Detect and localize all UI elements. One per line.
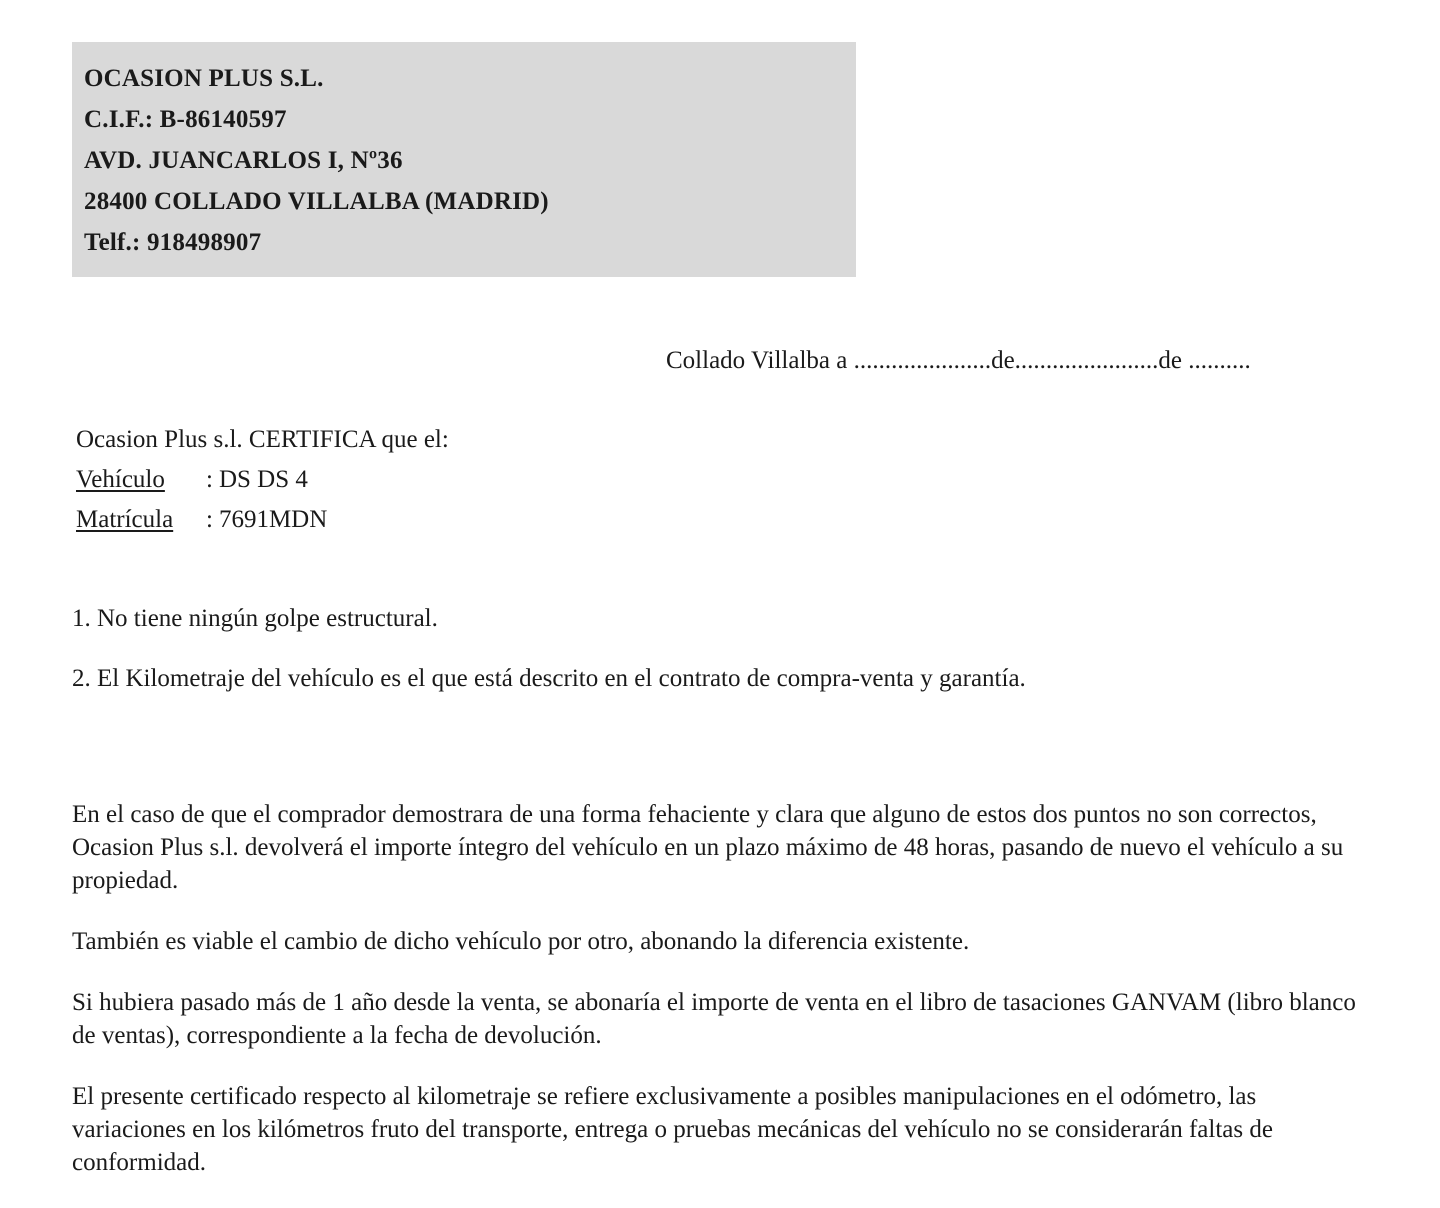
company-letterhead	[72, 42, 856, 277]
vehicle-field-label: Vehículo	[76, 466, 165, 493]
plate-field-row	[76, 500, 449, 540]
certified-point-item: 2. El Kilometraje del vehículo es el que está descrito en el contrato de compra-venta y garantía.	[72, 665, 1026, 692]
certified-points-list	[72, 602, 1372, 722]
company-cif: C.I.F.: B-86140597	[84, 106, 287, 133]
certification-intro: Ocasion Plus s.l. CERTIFICA que el:	[76, 426, 449, 453]
terms-paragraph: El presente certificado respecto al kilometraje se refiere exclusivamente a posibles manipulaciones en el odómetro, las variaciones en los kilómetros fruto del transporte, entrega o pruebas mecánicas del vehículo no se considerarán faltas de conformidad.	[72, 1083, 1273, 1176]
plate-field-separator: :	[206, 506, 213, 533]
company-city: 28400 COLLADO VILLALBA (MADRID)	[84, 188, 549, 215]
vehicle-field-value: DS DS 4	[218, 466, 308, 493]
company-address: AVD. JUANCARLOS I, Nº36	[84, 147, 403, 174]
certified-point-item: 1. No tiene ningún golpe estructural.	[72, 605, 438, 632]
certification-block	[76, 420, 449, 540]
company-phone: Telf.: 918498907	[84, 229, 262, 256]
plate-field-value: 7691MDN	[218, 506, 328, 533]
terms-paragraph: Si hubiera pasado más de 1 año desde la venta, se abonaría el importe de venta en el libro de tasaciones GANVAM (libro blanco de ventas), correspondiente a la fecha de devolución.	[72, 989, 1356, 1049]
place-and-date-line: Collado Villalba a ......................de.......................de ..........	[666, 347, 1251, 374]
plate-field-label: Matrícula	[76, 506, 174, 533]
company-name: OCASION PLUS S.L.	[84, 65, 324, 92]
terms-paragraph: En el caso de que el comprador demostrara de una forma fehaciente y clara que alguno de estos dos puntos no son correctos, Ocasion Plus s.l. devolverá el importe íntegro del vehículo en un plazo máximo de 48 horas, pasando de nuevo el vehículo a su propiedad.	[72, 801, 1344, 894]
terms-paragraph: También es viable el cambio de dicho vehículo por otro, abonando la diferencia existente.	[72, 928, 970, 955]
vehicle-field-row	[76, 460, 449, 500]
terms-paragraphs	[72, 798, 1368, 1179]
vehicle-field-separator: :	[206, 466, 213, 493]
